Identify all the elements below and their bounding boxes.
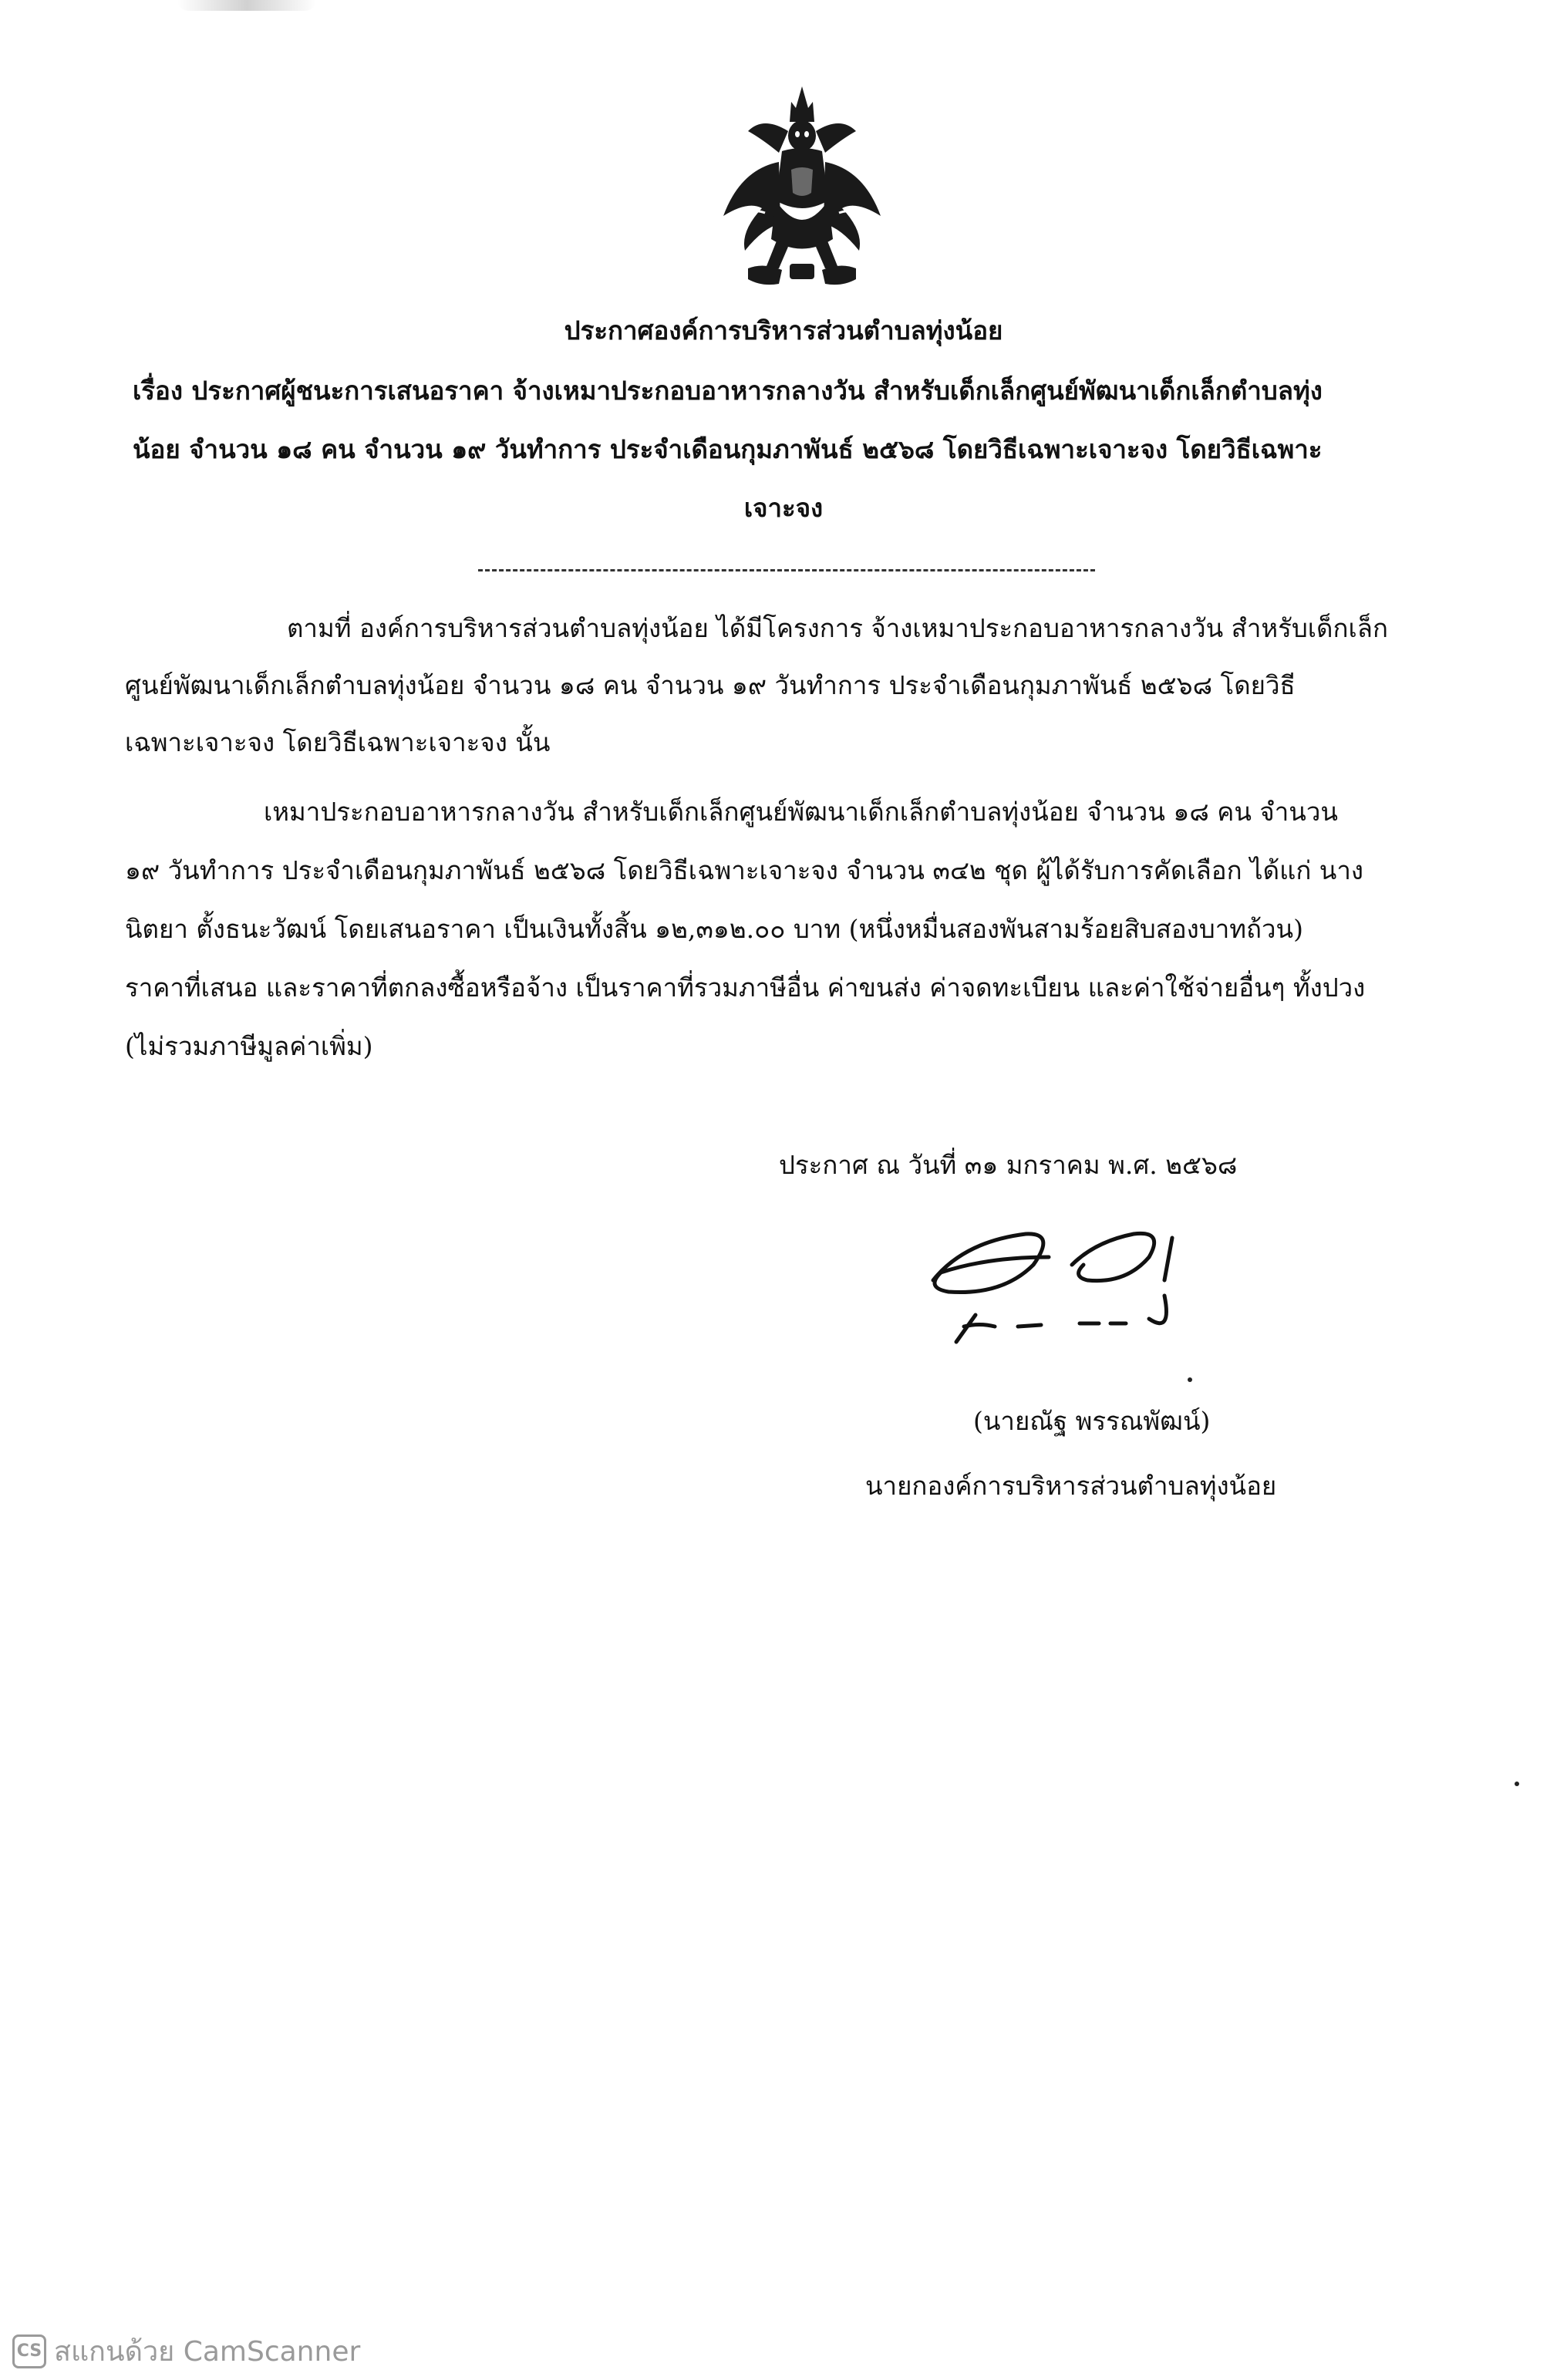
signer-name: (นายณัฐ พรรณพัฒน์) (973, 1406, 1211, 1436)
scan-artifact (177, 0, 316, 11)
signer-title: นายกองค์การบริหารส่วนตำบลทุ่งน้อย (865, 1471, 1277, 1501)
ink-speck (1515, 1782, 1519, 1786)
paragraph1-line-1: ตามที่ องค์การบริหารส่วนตำบลทุ่งน้อย ได้มีโครงการ จ้างเหมาประกอบอาหารกลางวัน สำหรับเด็กเล็ก (287, 613, 1388, 643)
paragraph1-line-2: ศูนย์พัฒนาเด็กเล็กตำบลทุ่งน้อย จำนวน ๑๘ คน จำนวน ๑๙ วันทำการ ประจำเดือนกุมภาพันธ์ ๒๕๖๘ โดยวิธี (125, 670, 1296, 700)
announcement-heading: ประกาศองค์การบริหารส่วนตำบลทุ่งน้อย (564, 315, 1003, 346)
paragraph2-line-2: ๑๙ วันทำการ ประจำเดือนกุมภาพันธ์ ๒๕๖๘ โดยวิธีเฉพาะเจาะจง จำนวน ๓๔๒ ชุด ผู้ได้รับการคัดเลือก ได้แก่ นาง (125, 855, 1364, 885)
header-divider (478, 569, 1095, 571)
subject-line-1: เรื่อง ประกาศผู้ชนะการเสนอราคา จ้างเหมาประกอบอาหารกลางวัน สำหรับเด็กเล็กศูนย์พัฒนาเด็กเล็กตำบลทุ่ง (133, 376, 1323, 406)
paragraph2-line-4: ราคาที่เสนอ และราคาที่ตกลงซื้อหรือจ้าง เป็นราคาที่รวมภาษีอื่น ค่าขนส่ง ค่าจดทะเบียน และค่าใช้จ่ายอื่นๆ ทั้งปวง (125, 973, 1366, 1003)
garuda-emblem-icon (717, 85, 887, 301)
camscanner-logo-icon: CS (12, 2334, 46, 2368)
subject-line-2: น้อย จำนวน ๑๘ คน จำนวน ๑๙ วันทำการ ประจำเดือนกุมภาพันธ์ ๒๕๖๘ โดยวิธีเฉพาะเจาะจง โดยวิธีเฉพาะ (133, 434, 1323, 464)
subject-line-3: เจาะจง (743, 493, 824, 523)
paragraph2-line-3: นิตยา ตั้งธนะวัฒน์ โดยเสนอราคา เป็นเงินทั้งสิ้น ๑๒,๓๑๒.๐๐ บาท (หนึ่งหมื่นสองพันสามร้อยสิบสองบาทถ้วน) (125, 914, 1303, 944)
paragraph2-line-1: เหมาประกอบอาหารกลางวัน สำหรับเด็กเล็กศูนย์พัฒนาเด็กเล็กตำบลทุ่งน้อย จำนวน ๑๘ คน จำนวน (264, 797, 1338, 827)
announcement-date: ประกาศ ณ วันที่ ๓๑ มกราคม พ.ศ. ๒๕๖๘ (779, 1150, 1238, 1180)
camscanner-text: สแกนด้วย CamScanner (54, 2336, 361, 2368)
paragraph1-line-3: เฉพาะเจาะจง โดยวิธีเฉพาะเจาะจง นั้น (125, 727, 551, 757)
paragraph2-line-5: (ไม่รวมภาษีมูลค่าเพิ่ม) (125, 1031, 373, 1061)
ink-speck (1188, 1377, 1192, 1382)
handwritten-signature (918, 1211, 1280, 1357)
camscanner-watermark (12, 2329, 360, 2373)
